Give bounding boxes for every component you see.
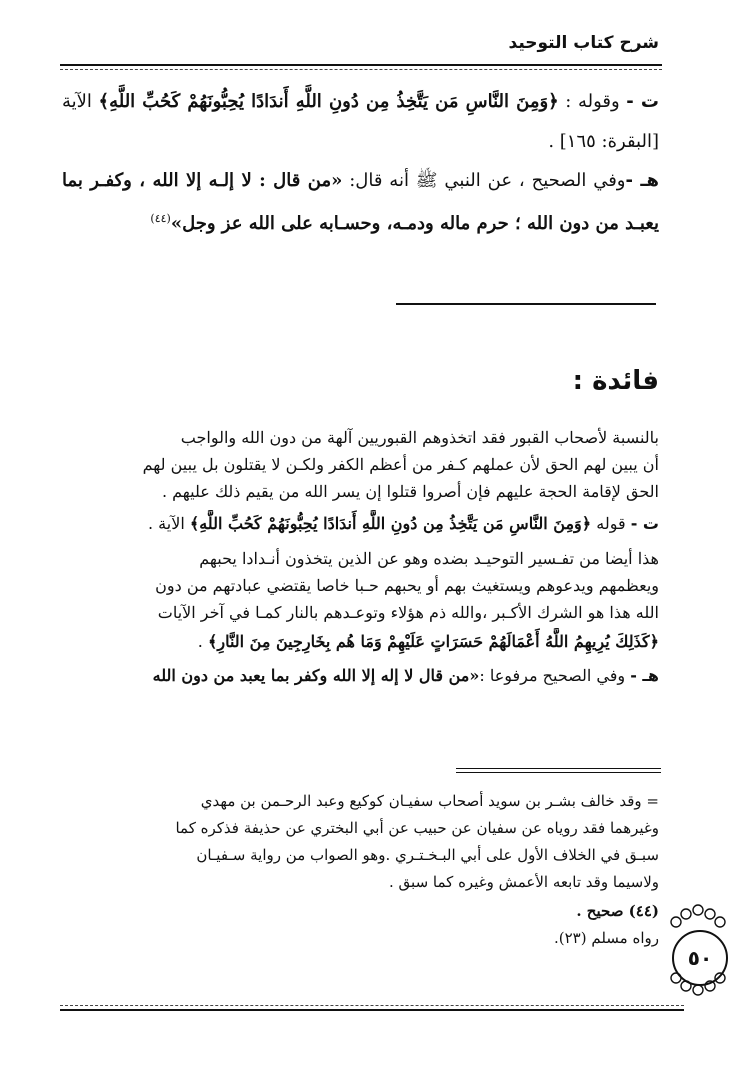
hadith-text: «من قال لا إله إلا الله وكفر بما يعبد من دون الله	[152, 666, 480, 685]
body-line: بالنسبة لأصحاب القبور فقد اتخذوهم القبوريين آلهة من دون الله والواجب	[180, 428, 659, 447]
verse-line	[62, 510, 659, 537]
page-number: ٥٠	[672, 930, 728, 986]
section-a-paragraph	[62, 82, 659, 162]
footnote-line: ولاسيما وقد تابعه الأعمش وغيره كما سبق .	[389, 873, 659, 891]
verse-reference: الآية .	[147, 514, 190, 533]
running-header: شرح كتاب التوحيد	[508, 33, 659, 53]
footnote-line: سبـق في الخلاف الأول على أبي البـخـتـري .وهو الصواب من رواية سـفيـان	[196, 846, 659, 864]
verse-end: .	[197, 632, 208, 651]
section-marker: هـ -	[625, 170, 660, 191]
verse-line	[62, 628, 659, 655]
hadith-line	[62, 662, 659, 689]
footnote-ref: (٤٤)	[150, 212, 171, 225]
section-marker: ت -	[626, 91, 659, 112]
footer-rule-dashed	[60, 1005, 684, 1006]
quran-verse: ﴿كَذَلِكَ يُرِيهِمُ اللَّهُ أَعْمَالَهُمْ حَسَرَاتٍ عَلَيْهِمْ وَمَا هُم بِخَارِجِينَ مِنَ النَّارِ﴾	[207, 632, 659, 651]
section-separator	[396, 303, 656, 305]
body-line: الله هذا هو الشرك الأكـبر ،والله ذم هؤلاء وتوعـدهم بالنار كمـا في آخر الآيات	[157, 603, 659, 622]
verse-reference: الآية [البقرة: ١٦٥] .	[62, 91, 659, 152]
quran-verse: ﴿وَمِنَ النَّاسِ مَن يَتَّخِذُ مِن دُونِ اللَّهِ أَندَادًا يُحِبُّونَهُمْ كَحُبِّ اللَّهِ﴾	[98, 91, 559, 112]
section-b-paragraph	[62, 162, 659, 243]
body-line: ويعظمهم ويدعوهم ويستغيث بهم أو يحبهم حـبا خاصا يقتضي عبادتهم من دون	[155, 576, 659, 595]
hadith-text: «من قال : لا إلـه إلا الله ، وكفـر بما يعبـد من دون الله ؛ حرم ماله ودمـه، وحسـابه على الله عز وجل»	[62, 170, 659, 234]
footnote-source: رواه مسلم (٢٣).	[553, 929, 659, 947]
footnote-label: (٤٤) صحيح .	[576, 902, 659, 920]
quran-verse: ﴿وَمِنَ النَّاسِ مَن يَتَّخِذُ مِن دُونِ اللَّهِ أَندَادًا يُحِبُّونَهُمْ كَحُبِّ اللَّهِ﴾	[189, 514, 592, 533]
verse-intro: قوله	[591, 514, 631, 533]
section-marker: ت -	[630, 514, 659, 533]
faida-heading: فائدة :	[572, 366, 659, 396]
section-b-intro: وفي الصحيح ، عن النبي ﷺ أنه قال:	[342, 170, 626, 191]
header-rule	[60, 64, 662, 66]
section-marker: هـ -	[630, 666, 659, 685]
section-a-intro: وقوله :	[558, 91, 627, 112]
body-line: الحق لإقامة الحجة عليهم فإن أصروا قتلوا إن يسر الله من يقيم ذلك عليهم .	[161, 482, 659, 501]
footnote-separator	[456, 772, 661, 773]
body-line: أن يبين لهم الحق لأن عملهم كـفر من أعظم الكفر ولكـن لا يقتلون بل يبين لهم	[142, 455, 659, 474]
header-rule-dashed	[60, 69, 662, 70]
footer-rule	[60, 1009, 684, 1011]
footnote-separator	[456, 768, 661, 769]
body-line: هذا أيضا من تفـسير التوحيـد بضده وهو عن الذين يتخذون أنـدادا يحبهم	[199, 549, 659, 568]
footnote-line: وغيرهما فقد روياه عن سفيان عن حبيب عن أبي البختري عن حذيفة فذكره كما	[175, 819, 659, 837]
page-number-ornament	[660, 902, 736, 998]
hadith-intro: وفي الصحيح مرفوعا :	[479, 666, 631, 685]
footnote-line: = وقد خالف بشـر بن سويد أصحاب سفيـان كوكيع وعبد الرحـمن بن مهدي	[200, 792, 659, 810]
